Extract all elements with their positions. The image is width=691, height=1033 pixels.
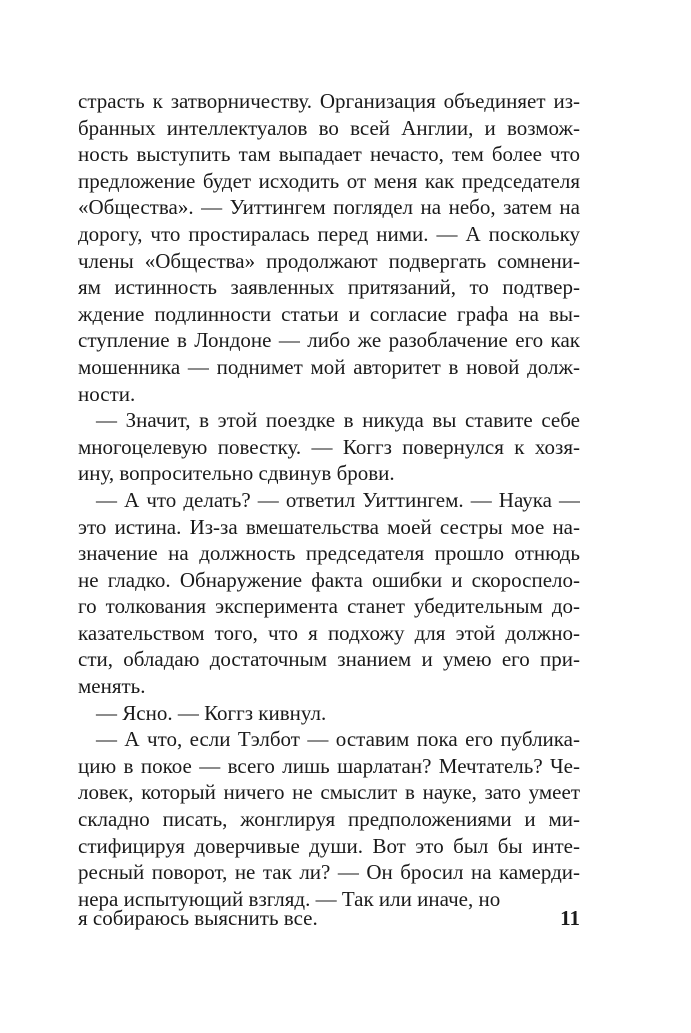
text-line: нера испытующий взгляд. — Так или иначе, но (78, 886, 501, 911)
text-line: сти, обладаю достаточным знанием и умею его при- (78, 647, 580, 672)
text-line: ждение подлинности статьи и согласие графа на вы- (78, 301, 580, 326)
text-line: мошенника — поднимет мой авторитет в новой долж- (78, 354, 580, 379)
text-line: «Общества». — Уиттингем поглядел на небо, затем на (78, 195, 580, 220)
text-line: — А что делать? — ответил Уиттингем. — Наука — (96, 487, 580, 512)
text-line: ину, вопросительно сдвинув брови. (78, 461, 395, 486)
text-line: бранных интеллектуалов во всей Англии, и возмож- (78, 115, 580, 140)
text-line: члены «Общества» продолжают подвергать сомнени- (78, 248, 580, 273)
text-line: цию в покое — всего лишь шарлатан? Мечтатель? Че- (78, 753, 580, 778)
text-line: ловек, который ничего не смыслит в науке, зато умеет (78, 780, 580, 805)
text-line: предложение будет исходить от меня как председателя (78, 168, 580, 193)
page-footer (78, 904, 580, 932)
final-text-line: я собираюсь выяснить все. (78, 906, 318, 930)
text-line: это истина. Из-за вмешательства моей сестры мое на- (78, 514, 580, 539)
text-line: ступление в Лондоне — либо же разоблачение его как (78, 328, 580, 353)
text-line: ности. (78, 381, 136, 406)
text-line: многоцелевую повестку. — Коггз повернулся к хозя- (78, 434, 580, 459)
text-line: складно писать, жонглируя предположениями и ми- (78, 807, 580, 832)
text-line: казательством того, что я подхожу для этой должно- (78, 620, 580, 645)
text-line: — Ясно. — Коггз кивнул. (96, 700, 327, 725)
text-line: не гладко. Обнаружение факта ошибки и скороспело- (78, 567, 580, 592)
text-line: го толкования эксперимента станет убедительным до- (78, 594, 580, 619)
book-page-text (78, 88, 580, 912)
text-line: дорогу, что простиралась перед ними. — А поскольку (78, 221, 580, 246)
text-line: ресный поворот, не так ли? — Он бросил на камерди- (78, 860, 580, 885)
text-line: менять. (78, 674, 146, 699)
text-line: ям истинность заявленных притязаний, то подтвер- (78, 275, 580, 300)
text-line: ность выступить там выпадает нечасто, тем более что (78, 142, 580, 167)
text-line: стифицируя доверчивые души. Вот это был бы инте- (78, 833, 580, 858)
text-line: — Значит, в этой поездке в никуда вы ставите себе (96, 408, 580, 433)
page-number: 11 (560, 906, 580, 930)
text-line: страсть к затворничеству. Организация объединяет из- (78, 89, 580, 113)
text-line: — А что, если Тэлбот — оставим пока его публика- (96, 727, 580, 752)
text-line: значение на должность председателя прошло отнюдь (78, 541, 580, 566)
